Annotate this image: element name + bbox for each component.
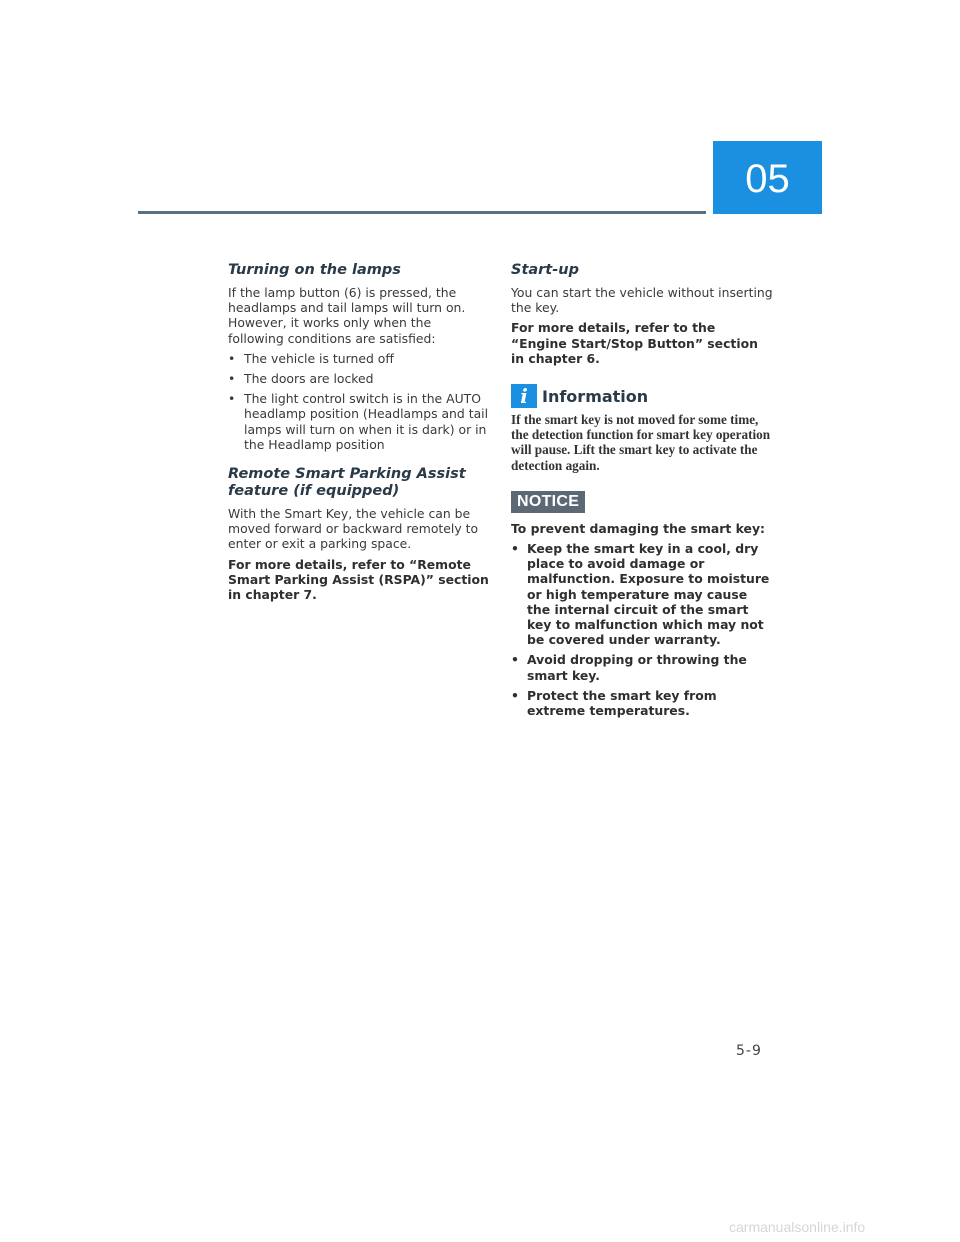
startup-heading: Start-up: [511, 262, 579, 278]
lamps-intro: If the lamp button (6) is pressed, the headlamps and tail lamps will turn on. However, it works only when the following conditions are satisfied:: [228, 285, 466, 346]
startup-text: You can start the vehicle without inserting the key.: [511, 285, 773, 316]
condition-item: • The vehicle is turned off: [228, 351, 490, 366]
notice-badge: NOTICE: [511, 491, 585, 513]
watermark: carmanualsonline.info: [729, 1219, 866, 1235]
condition-item: • The doors are locked: [228, 371, 490, 386]
information-header: [511, 384, 773, 408]
page-number: 5-9: [736, 1043, 762, 1059]
chapter-tab: 05: [713, 141, 822, 214]
information-icon: i: [511, 384, 537, 408]
notice-item: • Protect the smart key from extreme temperatures.: [511, 688, 773, 718]
notice-item: • Avoid dropping or throwing the smart key.: [511, 652, 773, 682]
rspa-heading: Remote Smart Parking Assist feature (if equipped): [228, 466, 466, 500]
lamps-heading: Turning on the lamps: [228, 262, 401, 278]
right-column: [511, 262, 773, 726]
conditions-list: [228, 351, 490, 452]
header-rule: [138, 211, 706, 214]
startup-reference: For more details, refer to the “Engine Start/Stop Button” section in chapter 6.: [511, 320, 758, 366]
notice-intro: To prevent damaging the smart key:: [511, 520, 765, 536]
rspa-reference: For more details, refer to “Remote Smart Parking Assist (RSPA)” section in chapter 7.: [228, 556, 489, 603]
notice-item: • Keep the smart key in a cool, dry place to avoid damage or malfunction. Exposure to moisture or high temperature may cause the internal circuit of the smart key to malfunction which may not be covered under warranty.: [511, 541, 773, 647]
condition-item: • The light control switch is in the AUTO headlamp position (Headlamps and tail lamps will turn on when it is dark) or in the Headlamp position: [228, 391, 490, 452]
information-text: If the smart key is not moved for some time, the detection function for smart key operation will pause. Lift the smart key to activate the detection again.: [511, 412, 771, 473]
notice-list: [511, 541, 773, 718]
rspa-text: With the Smart Key, the vehicle can be moved forward or backward remotely to enter or exit a parking space.: [228, 506, 479, 552]
left-column: [228, 262, 490, 607]
information-title: Information: [542, 386, 649, 406]
